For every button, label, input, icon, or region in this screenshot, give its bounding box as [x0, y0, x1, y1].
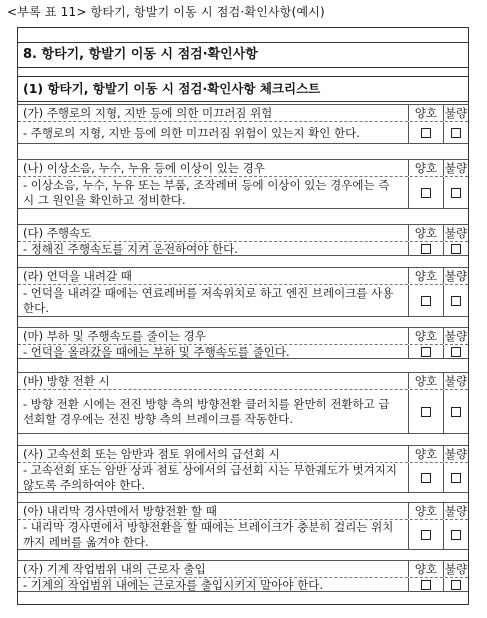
item-description: - 이상소음, 누수, 누유 또는 부품, 조작레버 등에 이상이 있는 경우에는 즉시 그 원인을 확인하고 정비한다. — [23, 178, 390, 207]
item-heading: (아) 내리막 경사면에서 방향전환 할 때 — [23, 504, 217, 518]
bad-checkbox[interactable] — [451, 347, 461, 357]
bad-checkbox[interactable] — [451, 128, 461, 138]
checklist-frame — [17, 27, 469, 605]
bad-checkbox[interactable] — [451, 530, 461, 540]
good-column-label: 양호 — [408, 561, 443, 577]
bad-column-label: 불량 — [444, 447, 468, 461]
item-heading: (가) 주행로의 지형, 지반 등에 의한 미끄러짐 위험 — [23, 106, 273, 120]
item-description: - 언덕을 내려갈 때에는 연료레버를 저속위치로 하고 엔진 브레이크를 사용한다. — [23, 286, 394, 315]
item-description: - 고속선회 또는 암반 상과 점토 상에서의 급선회 시는 무한궤도가 벗겨지지 않도록 주의하여야 한다. — [23, 463, 397, 492]
good-column-label: 양호 — [408, 225, 443, 241]
good-checkbox[interactable] — [421, 296, 431, 306]
good-column-label: 양호 — [408, 373, 443, 389]
item-description: - 내리막 경사면에서 방향전환을 할 때에는 브레이크가 충분히 걸리는 위치까지 레버를 옮겨야 한다. — [23, 520, 394, 549]
checklist-item — [18, 224, 468, 256]
bad-checkbox[interactable] — [451, 473, 461, 483]
checklist-item — [18, 445, 468, 493]
good-checkbox[interactable] — [421, 128, 431, 138]
good-column-label: 양호 — [408, 105, 443, 121]
item-description: - 언덕을 올라갔을 때에는 부하 및 주행속도를 줄인다. — [23, 345, 290, 359]
good-column-label: 양호 — [408, 446, 443, 462]
good-checkbox[interactable] — [421, 407, 431, 417]
checklist-item — [18, 372, 468, 434]
checklist-item — [18, 267, 468, 317]
bad-checkbox[interactable] — [451, 407, 461, 417]
bad-column-label: 불량 — [444, 269, 468, 283]
good-column-label: 양호 — [408, 268, 443, 284]
bad-column-label: 불량 — [444, 562, 468, 576]
item-heading: (다) 주행속도 — [23, 226, 92, 240]
section-title: 8. 항타기, 항발기 이동 시 점검·확인사항 — [18, 42, 468, 68]
good-checkbox[interactable] — [421, 244, 431, 254]
item-description: - 정해진 주행속도를 지켜 운전하여야 한다. — [23, 242, 238, 256]
checklist-item — [18, 327, 468, 359]
document-caption: <부록 표 11> 항타기, 항발기 이동 시 점검·확인사항(예시) — [7, 5, 325, 19]
good-checkbox[interactable] — [421, 188, 431, 198]
bad-column-label: 불량 — [444, 226, 468, 240]
good-checkbox[interactable] — [421, 580, 431, 590]
checklist-item — [18, 502, 468, 550]
good-checkbox[interactable] — [421, 530, 431, 540]
good-column-label: 양호 — [408, 503, 443, 519]
item-description: - 주행로의 지형, 지반 등에 의한 미끄러짐 위험이 있는지 확인 한다. — [23, 126, 360, 140]
item-heading: (라) 언덕을 내려갈 때 — [23, 269, 132, 283]
good-column-label: 양호 — [408, 328, 443, 344]
bad-checkbox[interactable] — [451, 244, 461, 254]
good-checkbox[interactable] — [421, 347, 431, 357]
checklist-item — [18, 104, 468, 144]
bad-column-label: 불량 — [444, 161, 468, 175]
checklist-item — [18, 159, 468, 209]
item-heading: (마) 부하 및 주행속도를 줄이는 경우 — [23, 329, 206, 343]
good-column-label: 양호 — [408, 160, 443, 176]
item-heading: (바) 방향 전환 시 — [23, 374, 110, 388]
item-description: - 기계의 작업범위 내에는 근로자를 출입시키지 말아야 한다. — [23, 578, 324, 592]
item-heading: (나) 이상소음, 누수, 누유 등에 이상이 있는 경우 — [23, 161, 265, 175]
bad-column-label: 불량 — [444, 106, 468, 120]
item-description: - 방향 전환 시에는 전진 방향 측의 방향전환 클러치를 완만히 전환하고 급선회할 경우에는 전진 방향 측의 브레이크를 작동한다. — [23, 397, 390, 426]
subsection-title: (1) 항타기, 항발기 이동 시 점검·확인사항 체크리스트 — [18, 76, 468, 102]
checklist-item — [18, 560, 468, 592]
bad-checkbox[interactable] — [451, 580, 461, 590]
bad-checkbox[interactable] — [451, 188, 461, 198]
bad-column-label: 불량 — [444, 329, 468, 343]
item-heading: (자) 기계 작업범위 내의 근로자 출입 — [23, 562, 206, 576]
bad-column-label: 불량 — [444, 374, 468, 388]
bad-column-label: 불량 — [444, 504, 468, 518]
good-checkbox[interactable] — [421, 473, 431, 483]
item-heading: (사) 고속선회 또는 암반과 점토 위에서의 급선회 시 — [23, 447, 280, 461]
bad-checkbox[interactable] — [451, 296, 461, 306]
